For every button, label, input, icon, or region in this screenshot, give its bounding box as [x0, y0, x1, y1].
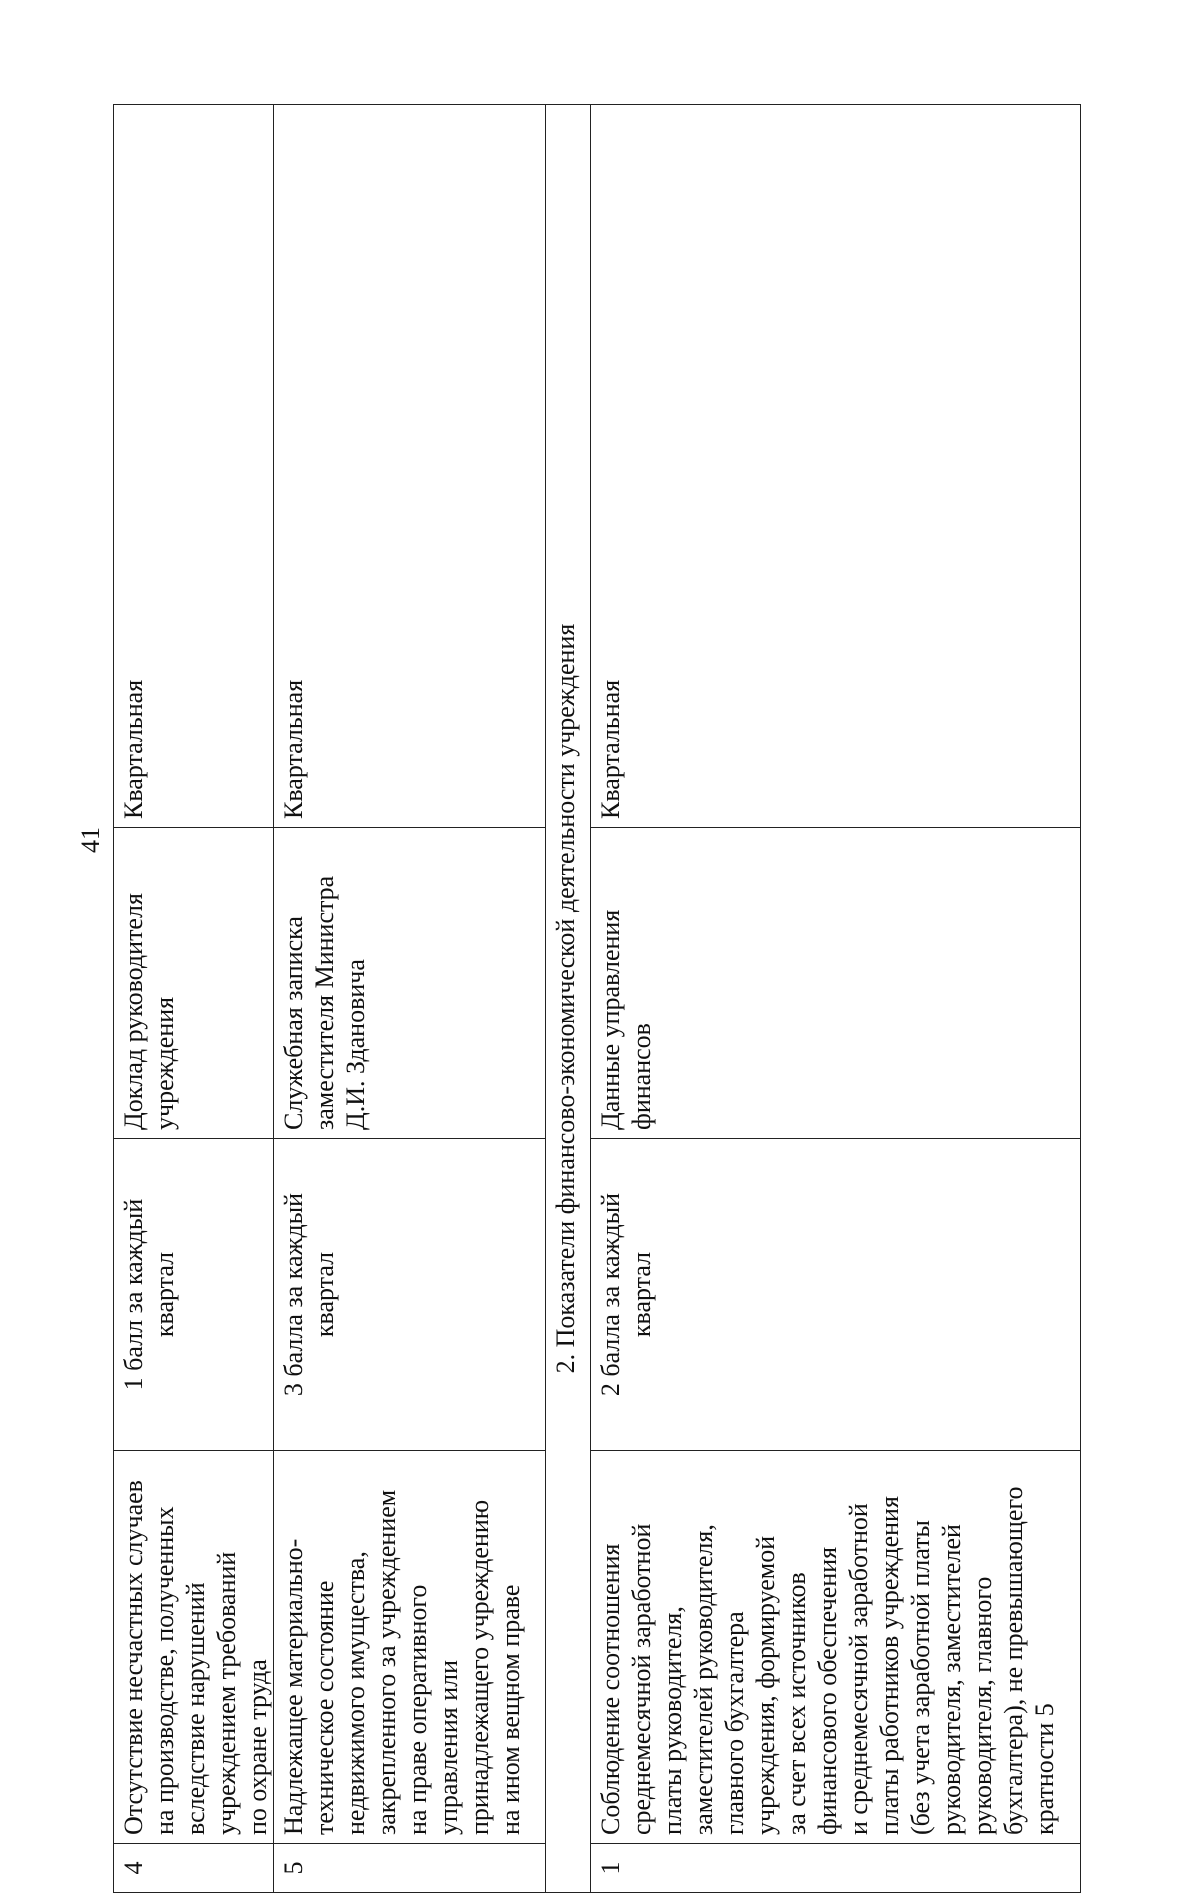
source-text: Данные управления финансов	[591, 828, 1081, 1139]
score-text: 2 балла за каждый квартал	[591, 1139, 1081, 1451]
page-number: 41	[76, 827, 105, 853]
periodicity-text: Квартальная	[591, 105, 1081, 828]
indicator-text: Соблюдение соотношения среднемесячной заработной платы руководителя, заместителей руководителя, главного бухгалтера учреждения, формируемой за счет всех источников финансового обеспечения и среднемесячной заработной платы работников учреждения (без учета заработной платы руководителя, заместителей руководителя, главного бухгалтера), не превышающего кратности 5	[591, 1451, 1081, 1844]
row-number: 5	[274, 1844, 546, 1893]
table-row	[591, 105, 1081, 1893]
row-number: 4	[114, 1844, 274, 1893]
indicator-text: Надлежащее материально- техническое состояние недвижимого имущества, закрепленного за учреждением на праве оперативного управления или принадлежащего учреждению на ином вещном праве	[274, 1451, 546, 1844]
periodicity-text: Квартальная	[114, 105, 274, 828]
row-number: 1	[591, 1844, 1081, 1893]
score-text: 3 балла за каждый квартал	[274, 1139, 546, 1451]
periodicity-text: Квартальная	[274, 105, 546, 828]
table-row	[274, 105, 546, 1893]
indicator-text: Отсутствие несчастных случаев на производстве, полученных вследствие нарушений учреждением требований по охране труда	[114, 1451, 274, 1844]
indicators-table	[113, 104, 1081, 1893]
section-title: 2. Показатели финансово-экономической деятельности учреждения	[546, 105, 591, 1893]
section-header-row	[546, 105, 591, 1893]
source-text: Служебная записка заместителя Министра Д.И. Здановича	[274, 828, 546, 1139]
table-row	[114, 105, 274, 1893]
source-text: Доклад руководителя учреждения	[114, 828, 274, 1139]
rotated-table-container	[113, 105, 1081, 1893]
score-text: 1 балл за каждый квартал	[114, 1139, 274, 1451]
